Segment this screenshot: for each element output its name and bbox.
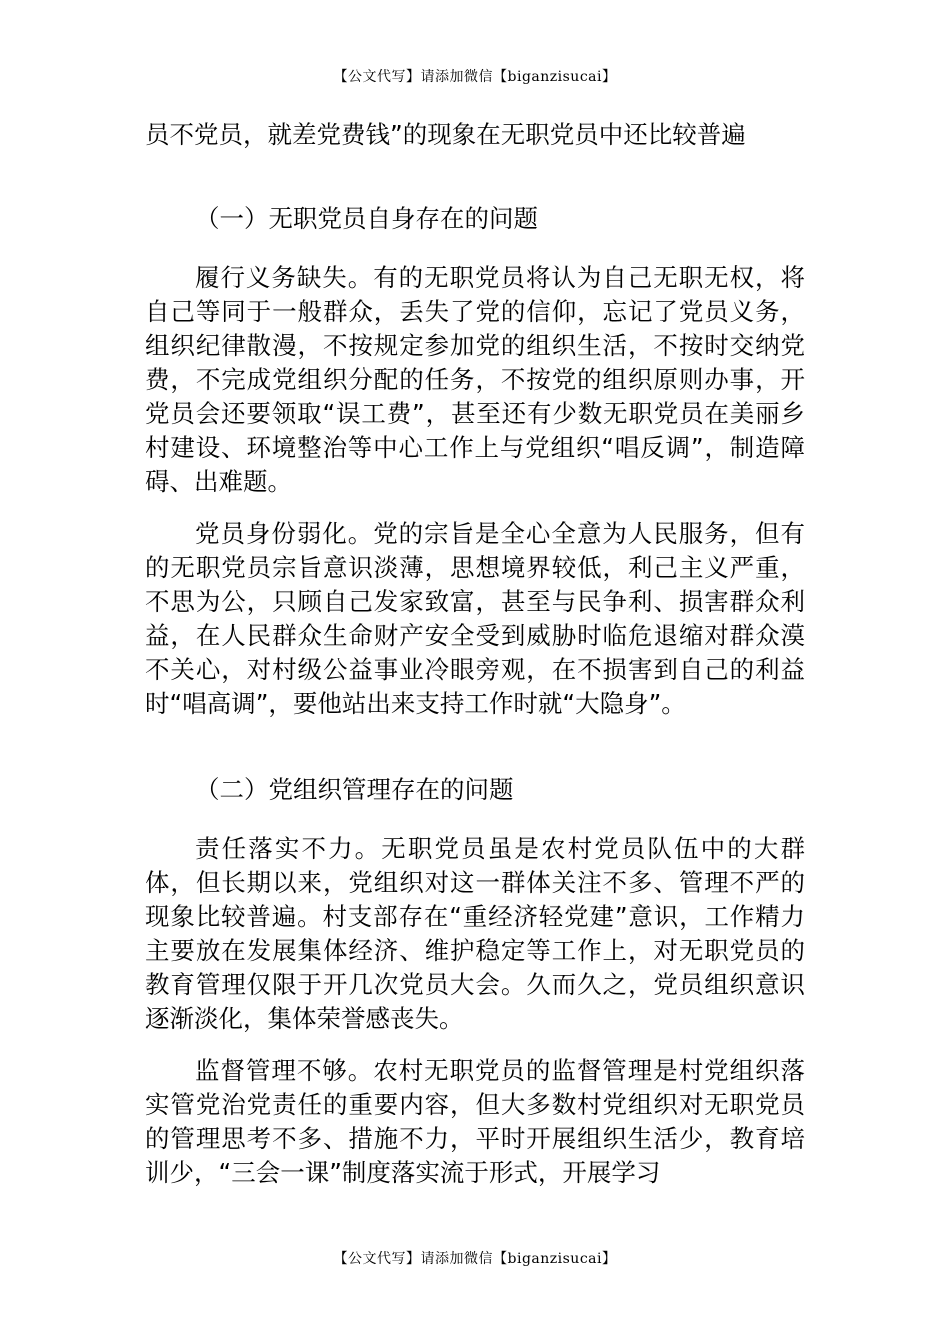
section-heading-1: （一）无职党员自身存在的问题	[195, 204, 538, 233]
paragraph-supervision: 监督管理不够。农村无职党员的监督管理是村党组织落实管党治党责任的重要内容，但大多数村党组织对无职党员的管理思考不多、措施不力，平时开展组织生活少，教育培训少，“三会一课”制度落实流于形式，开展学习	[145, 1056, 805, 1187]
section-heading-2: （二）党组织管理存在的问题	[195, 775, 514, 804]
page-footer-watermark: 【公文代写】请添加微信【biganzisucai】	[333, 1251, 617, 1267]
page-header-watermark: 【公文代写】请添加微信【biganzisucai】	[333, 69, 617, 85]
continuation-line: 员不党员，就差党费钱”的现象在无职党员中还比较普遍	[145, 120, 746, 149]
paragraph-duty-lacking: 履行义务缺失。有的无职党员将认为自己无职无权，将自己等同于一般群众，丢失了党的信仰，忘记了党员义务，组织纪律散漫，不按规定参加党的组织生活，不按时交纳党费，不完成党组织分配的任务，不按党的组织原则办事，开党员会还要领取“误工费”，甚至还有少数无职党员在美丽乡村建设、环境整治等中心工作上与党组织“唱反调”，制造障碍、出难题。	[145, 263, 805, 496]
paragraph-responsibility: 责任落实不力。无职党员虽是农村党员队伍中的大群体，但长期以来，党组织对这一群体关注不多、管理不严的现象比较普遍。村支部存在“重经济轻党建”意识，工作精力主要放在发展集体经济、维护稳定等工作上，对无职党员的教育管理仅限于开几次党员大会。久而久之，党员组织意识逐渐淡化，集体荣誉感丧失。	[145, 834, 805, 1033]
paragraph-identity-weakened: 党员身份弱化。党的宗旨是全心全意为人民服务，但有的无职党员宗旨意识淡薄，思想境界较低，利己主义严重，不思为公，只顾自己发家致富，甚至与民争利、损害群众利益，在人民群众生命财产安全受到威胁时临危退缩对群众漠不关心，对村级公益事业冷眼旁观，在不损害到自己的利益时“唱高调”，要他站出来支持工作时就“大隐身”。	[145, 519, 805, 718]
